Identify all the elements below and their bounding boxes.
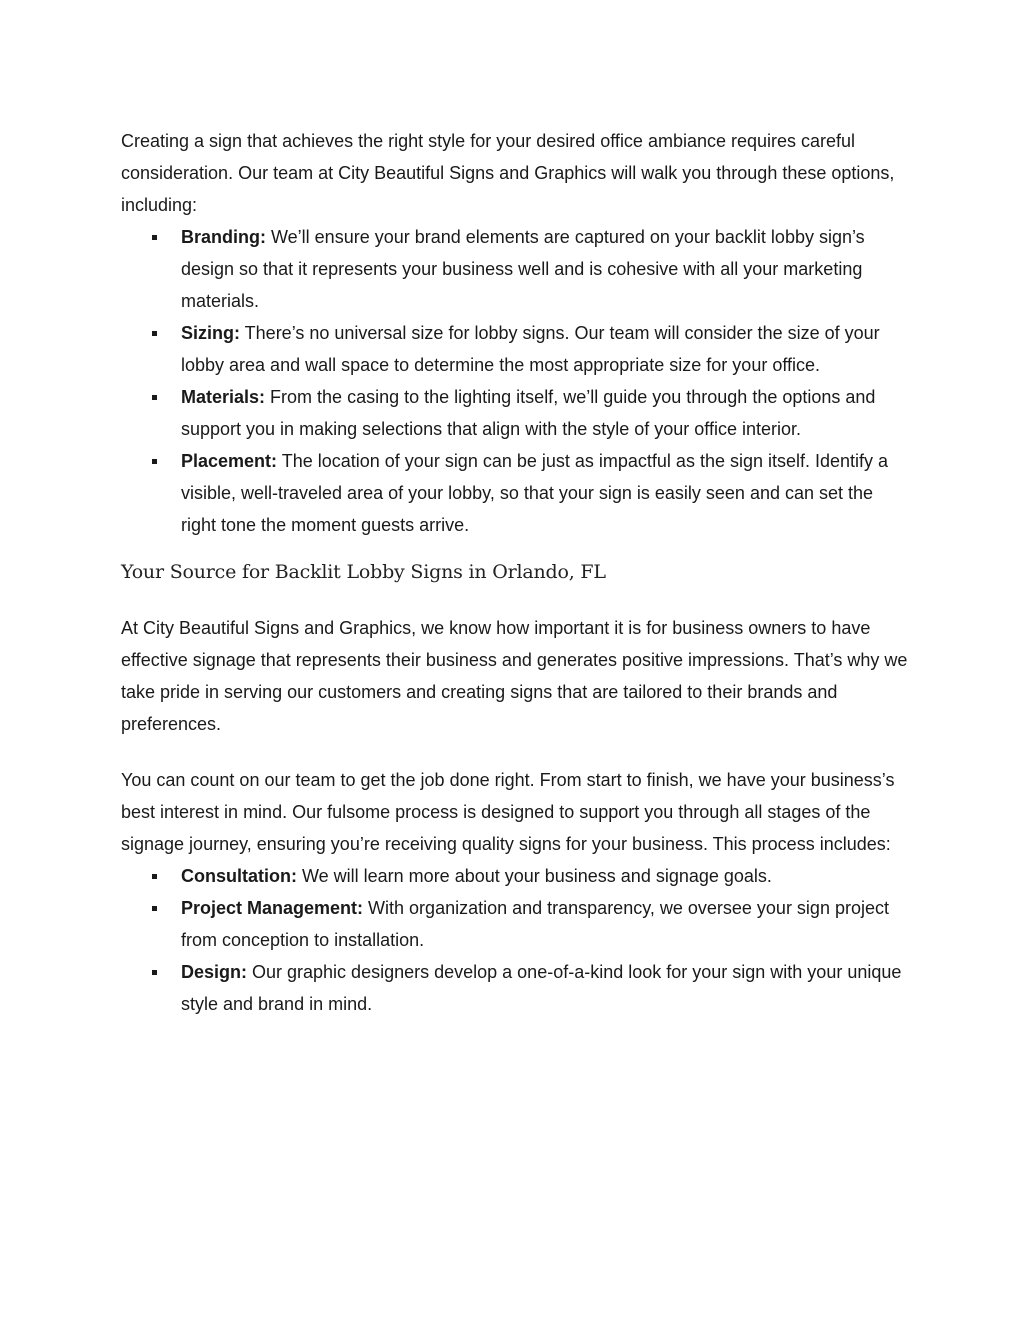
list-item [121,956,911,1020]
process-text: With organization and transparency, we oversee your sign project from conception to installation. [181,898,889,950]
list-item [121,860,911,892]
process-term: Consultation: [181,866,297,886]
option-term: Placement: [181,451,278,471]
option-text: There’s no universal size for lobby signs. Our team will consider the size of your lobby area and wall space to determine the most appropriate size for your office. [181,323,880,375]
process-term: Project Management: [181,898,364,918]
process-text: We will learn more about your business and signage goals. [296,866,772,886]
option-term: Sizing: [181,323,240,343]
bullet-icon [152,970,157,975]
process-list [121,860,911,1020]
list-item [121,221,911,317]
intro-paragraph: Creating a sign that achieves the right style for your desired office ambiance requires careful consideration. Our team at City Beautiful Signs and Graphics will walk you through these options, including: [121,131,895,215]
body-paragraph-2: You can count on our team to get the job done right. From start to finish, we have your business’s best interest in mind. Our fulsome process is designed to support you through all stages of the signage journey, ensuring you’re receiving quality signs for your business. This process includes: [121,770,895,854]
option-text: We’ll ensure your brand elements are captured on your backlit lobby sign’s design so that it represents your business well and is cohesive with all your marketing materials. [181,227,865,311]
list-item [121,445,911,541]
list-item [121,317,911,381]
options-list [121,221,911,541]
process-text: Our graphic designers develop a one-of-a-kind look for your sign with your unique style and brand in mind. [181,962,902,1014]
list-item [121,381,911,445]
section-heading: Your Source for Backlit Lobby Signs in Orlando, FL [121,561,606,583]
bullet-icon [152,906,157,911]
bullet-icon [152,874,157,879]
document-body [121,125,911,1020]
option-text: The location of your sign can be just as impactful as the sign itself. Identify a visible, well-traveled area of your lobby, so that your sign is easily seen and can set the right tone the moment guests arrive. [181,451,889,535]
list-item [121,892,911,956]
option-term: Materials: [181,387,266,407]
option-term: Branding: [181,227,266,247]
bullet-icon [152,331,157,336]
bullet-icon [152,235,157,240]
bullet-icon [152,395,157,400]
option-text: From the casing to the lighting itself, we’ll guide you through the options and support you in making selections that align with the style of your office interior. [181,387,876,439]
process-term: Design: [181,962,248,982]
body-paragraph-1: At City Beautiful Signs and Graphics, we know how important it is for business owners to have effective signage that represents their business and generates positive impressions. That’s why we take pride in serving our customers and creating signs that are tailored to their brands and preferences. [121,618,908,734]
bullet-icon [152,459,157,464]
